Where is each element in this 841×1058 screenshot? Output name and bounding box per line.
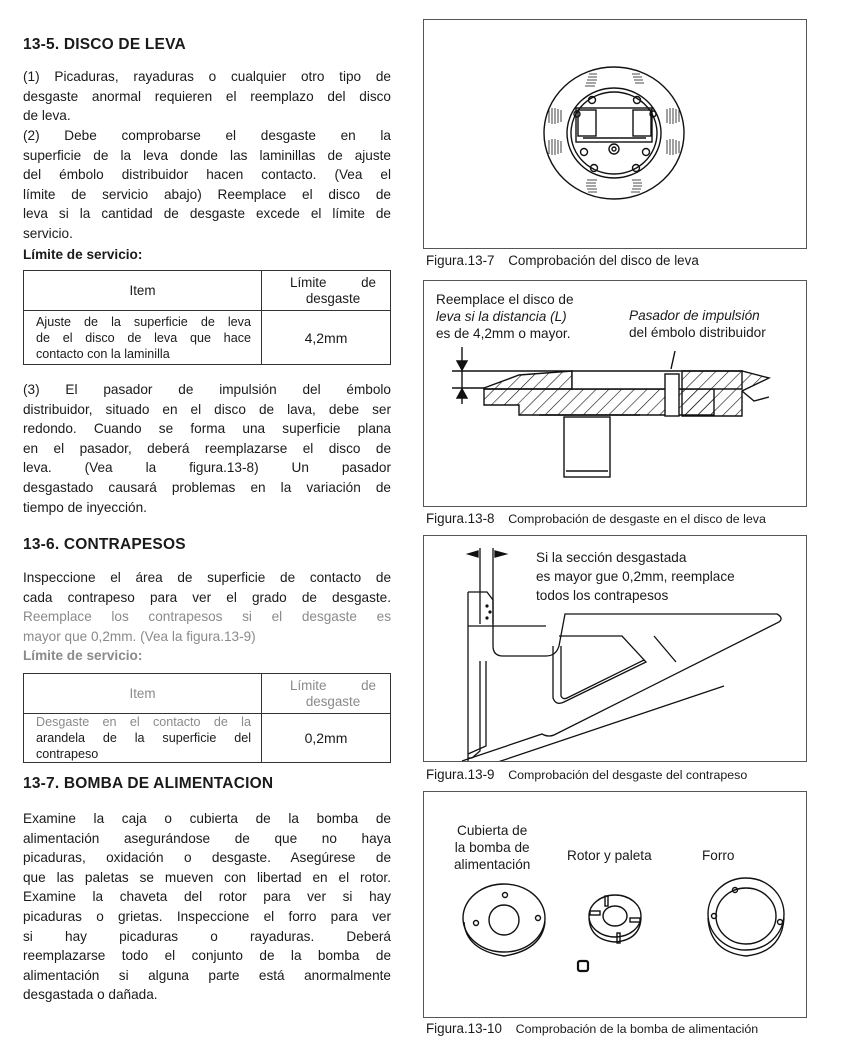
vane-part — [578, 961, 588, 971]
feed-pump-parts-illustration — [424, 792, 806, 1017]
figure-13-8-caption — [426, 511, 766, 526]
paragraph-13-5-3: (3) El pasador de impulsión del émbolo distribuidor, situado en el disco de lava, debe ser redondo. Cuando se forma una superficie plana en el pasador, deberá reemplazarse el disco de leva. (Vea la figura.13-8) Un pasador desgastado causará problemas en la variación de tiempo de inyección. — [23, 382, 391, 515]
rotor-vane-part — [589, 895, 641, 943]
caption-description: Comprobación de la bomba de alimentación — [515, 1022, 759, 1036]
header-item: Item — [24, 674, 262, 714]
figure-13-10 — [423, 791, 807, 1018]
table-row — [24, 311, 391, 365]
header-wear-limit: Límite de desgaste — [262, 674, 391, 714]
paragraph-13-7-1: Examine la caja o cubierta de la bomba de alimentación asegurándose de que no haya picaduras, oxidación o desgaste. Asegúrese de que las paletas se mueven con libertad en el rotor. Examine la chaveta del rotor para ver si hay picaduras o grietas. Inspeccione el forro para ver si hay picaduras o rayaduras. Deberá reemplazarse todo el conjunto de la bomba de alimentación si alguna parte está anormalmente desgastada o dañada. — [23, 811, 391, 1003]
caption-label: Figura.13-9 — [426, 767, 495, 782]
drive-pin-label: Pasador de impulsión del émbolo distribuidor — [629, 308, 766, 340]
figure-13-9 — [423, 535, 807, 762]
service-limit-table-13-6 — [23, 673, 391, 763]
table-header-row — [24, 674, 391, 714]
caption-label: Figura.13-10 — [426, 1021, 502, 1036]
section-title-13-5: 13-5. DISCO DE LEVA — [23, 36, 186, 53]
liner-part — [708, 878, 784, 956]
part-label-rotor-vane: Rotor y paleta — [567, 848, 652, 863]
header-wear-limit: Límite de desgaste — [262, 271, 391, 311]
value-cell: 0,2mm — [262, 714, 391, 763]
paragraph-13-5-2: (2) Debe comprobarse el desgaste en la superficie de la leva donde las laminillas de ajuste del émbolo distribuidor hacen contacto. (Vea el límite de servicio abajo) Reemplace el disco de leva si la cantidad de desgaste excede el límite de servicio. — [23, 128, 391, 241]
table-header-row — [24, 271, 391, 311]
pump-cover-part — [463, 884, 545, 956]
caption-label: Figura.13-7 — [426, 253, 495, 268]
caption-description: Comprobación del desgaste del contrapeso — [508, 768, 748, 782]
caption-description: Comprobación de desgaste en el disco de leva — [508, 512, 766, 526]
header-item: Item — [24, 271, 262, 311]
figure-13-7-caption — [426, 253, 699, 268]
table-row — [24, 714, 391, 763]
paragraph-13-5-1: (1) Picaduras, rayaduras o cualquier otro tipo de desgaste anormal requieren el reemplazo del disco de leva. — [23, 69, 391, 124]
flyweight-illustration — [424, 536, 806, 761]
part-label-pump-cover: Cubierta de la bomba de alimentación — [454, 823, 531, 872]
item-cell: Desgaste en el contacto de la arandela de la superficie del contrapeso — [24, 714, 262, 763]
service-limit-table-13-5 — [23, 270, 391, 365]
caption-label: Figura.13-8 — [426, 511, 495, 526]
service-limit-heading-13-5: Límite de servicio: — [23, 247, 143, 262]
arrow-down-icon — [457, 361, 467, 370]
arrow-left-icon — [495, 551, 506, 557]
section-title-13-7: 13-7. BOMBA DE ALIMENTACION — [23, 775, 274, 792]
arrow-right-icon — [468, 551, 478, 557]
cam-disc-section-illustration — [424, 281, 806, 506]
arrow-up-icon — [457, 389, 467, 398]
caption-description: Comprobación del disco de leva — [508, 253, 699, 268]
cam-disc-illustration — [424, 20, 806, 248]
flyweight-wear-note: Si la sección desgastada es mayor gue 0,2mm, reemplace todos los contrapesos — [536, 550, 735, 603]
item-cell: Ajuste de la superficie de leva de el disco de leva que hace contacto con la laminilla — [24, 311, 262, 365]
figure-13-10-caption — [426, 1021, 758, 1036]
section-title-13-6: 13-6. CONTRAPESOS — [23, 536, 186, 553]
paragraph-13-6-1: Inspeccione el área de superficie de contacto de cada contrapeso para ver el grado de desgaste. Reemplace los contrapesos si el desgaste es mayor que 0,2mm. (Vea la figura.13-9) — [23, 570, 391, 644]
figure-13-8 — [423, 280, 807, 507]
figure-13-7 — [423, 19, 807, 249]
figure-13-9-caption — [426, 767, 747, 782]
wear-distance-note: Reemplace el disco de leva si la distancia (L) es de 4,2mm o mayor. — [436, 292, 574, 341]
part-label-liner: Forro — [702, 848, 735, 863]
value-cell: 4,2mm — [262, 311, 391, 365]
service-limit-heading-13-6: Límite de servicio: — [23, 648, 143, 663]
